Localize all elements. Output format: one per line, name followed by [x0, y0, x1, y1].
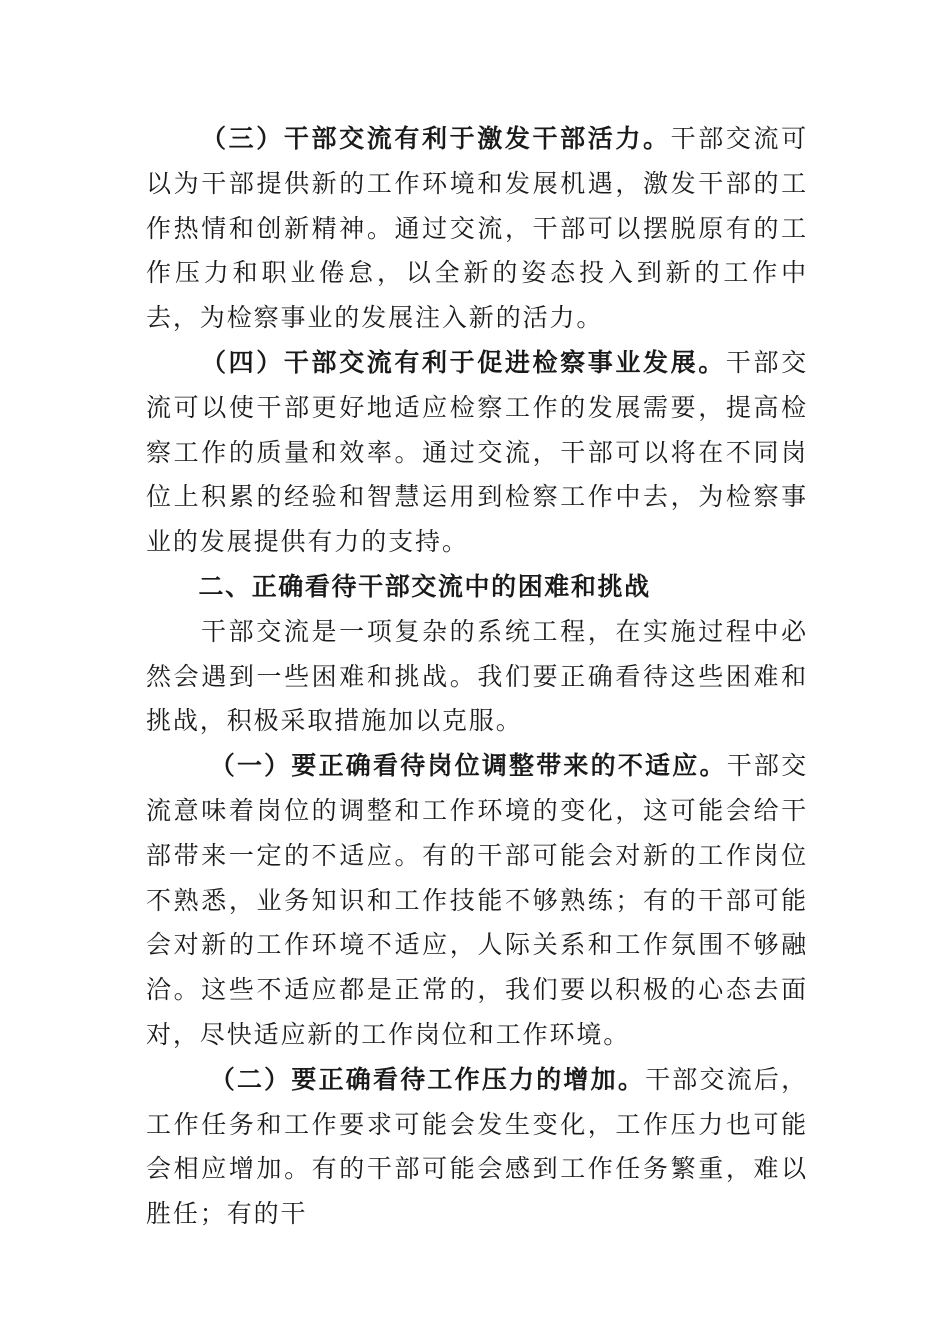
paragraph-third-point	[146, 117, 808, 341]
paragraph-lead: （三）干部交流有利于激发干部活力。	[201, 124, 671, 153]
paragraph-body: 干部交流可以使干部更好地适应检察工作的发展需要，提高检察工作的质量和效率。通过交流，干部可以将在不同岗位上积累的经验和智慧运用到检察工作中去，为检察事业的发展提供有力的支持。	[146, 347, 808, 557]
paragraph-fourth-point	[146, 341, 808, 565]
paragraph-body: 干部交流可以为干部提供新的工作环境和发展机遇，激发干部的工作热情和创新精神。通过交流，干部可以摆脱原有的工作压力和职业倦怠，以全新的姿态投入到新的工作中去，为检察事业的发展注入新的活力。	[146, 124, 808, 333]
section-heading: 二、正确看待干部交流中的困难和挑战	[198, 571, 651, 601]
paragraph-first-point	[146, 744, 808, 1058]
document-page	[146, 117, 808, 1237]
paragraph-body: 干部交流意味着岗位的调整和工作环境的变化，这可能会给干部带来一定的不适应。有的干部可能会对新的工作岗位不熟悉，业务知识和工作技能不够熟练；有的干部可能会对新的工作环境不适应，人际关系和工作氛围不够融洽。这些不适应都是正常的，我们要以积极的心态去面对，尽快适应新的工作岗位和工作环境。	[146, 751, 809, 1049]
paragraph-second-point	[146, 1058, 808, 1237]
paragraph-lead: （四）干部交流有利于促进检察事业发展。	[201, 347, 726, 377]
paragraph-section-intro: 干部交流是一项复杂的系统工程，在实施过程中必然会遇到一些困难和挑战。我们要正确看待这些困难和挑战，积极采取措施加以克服。	[146, 616, 808, 736]
paragraph-lead: （二）要正确看待工作压力的增加。	[209, 1064, 646, 1094]
paragraph-lead: （一）要正确看待岗位调整带来的不适应。	[209, 751, 727, 781]
paragraph-body: 干部交流后，工作任务和工作要求可能会发生变化，工作压力也可能会相应增加。有的干部可能会感到工作任务繁重，难以胜任；有的干	[146, 1064, 808, 1229]
